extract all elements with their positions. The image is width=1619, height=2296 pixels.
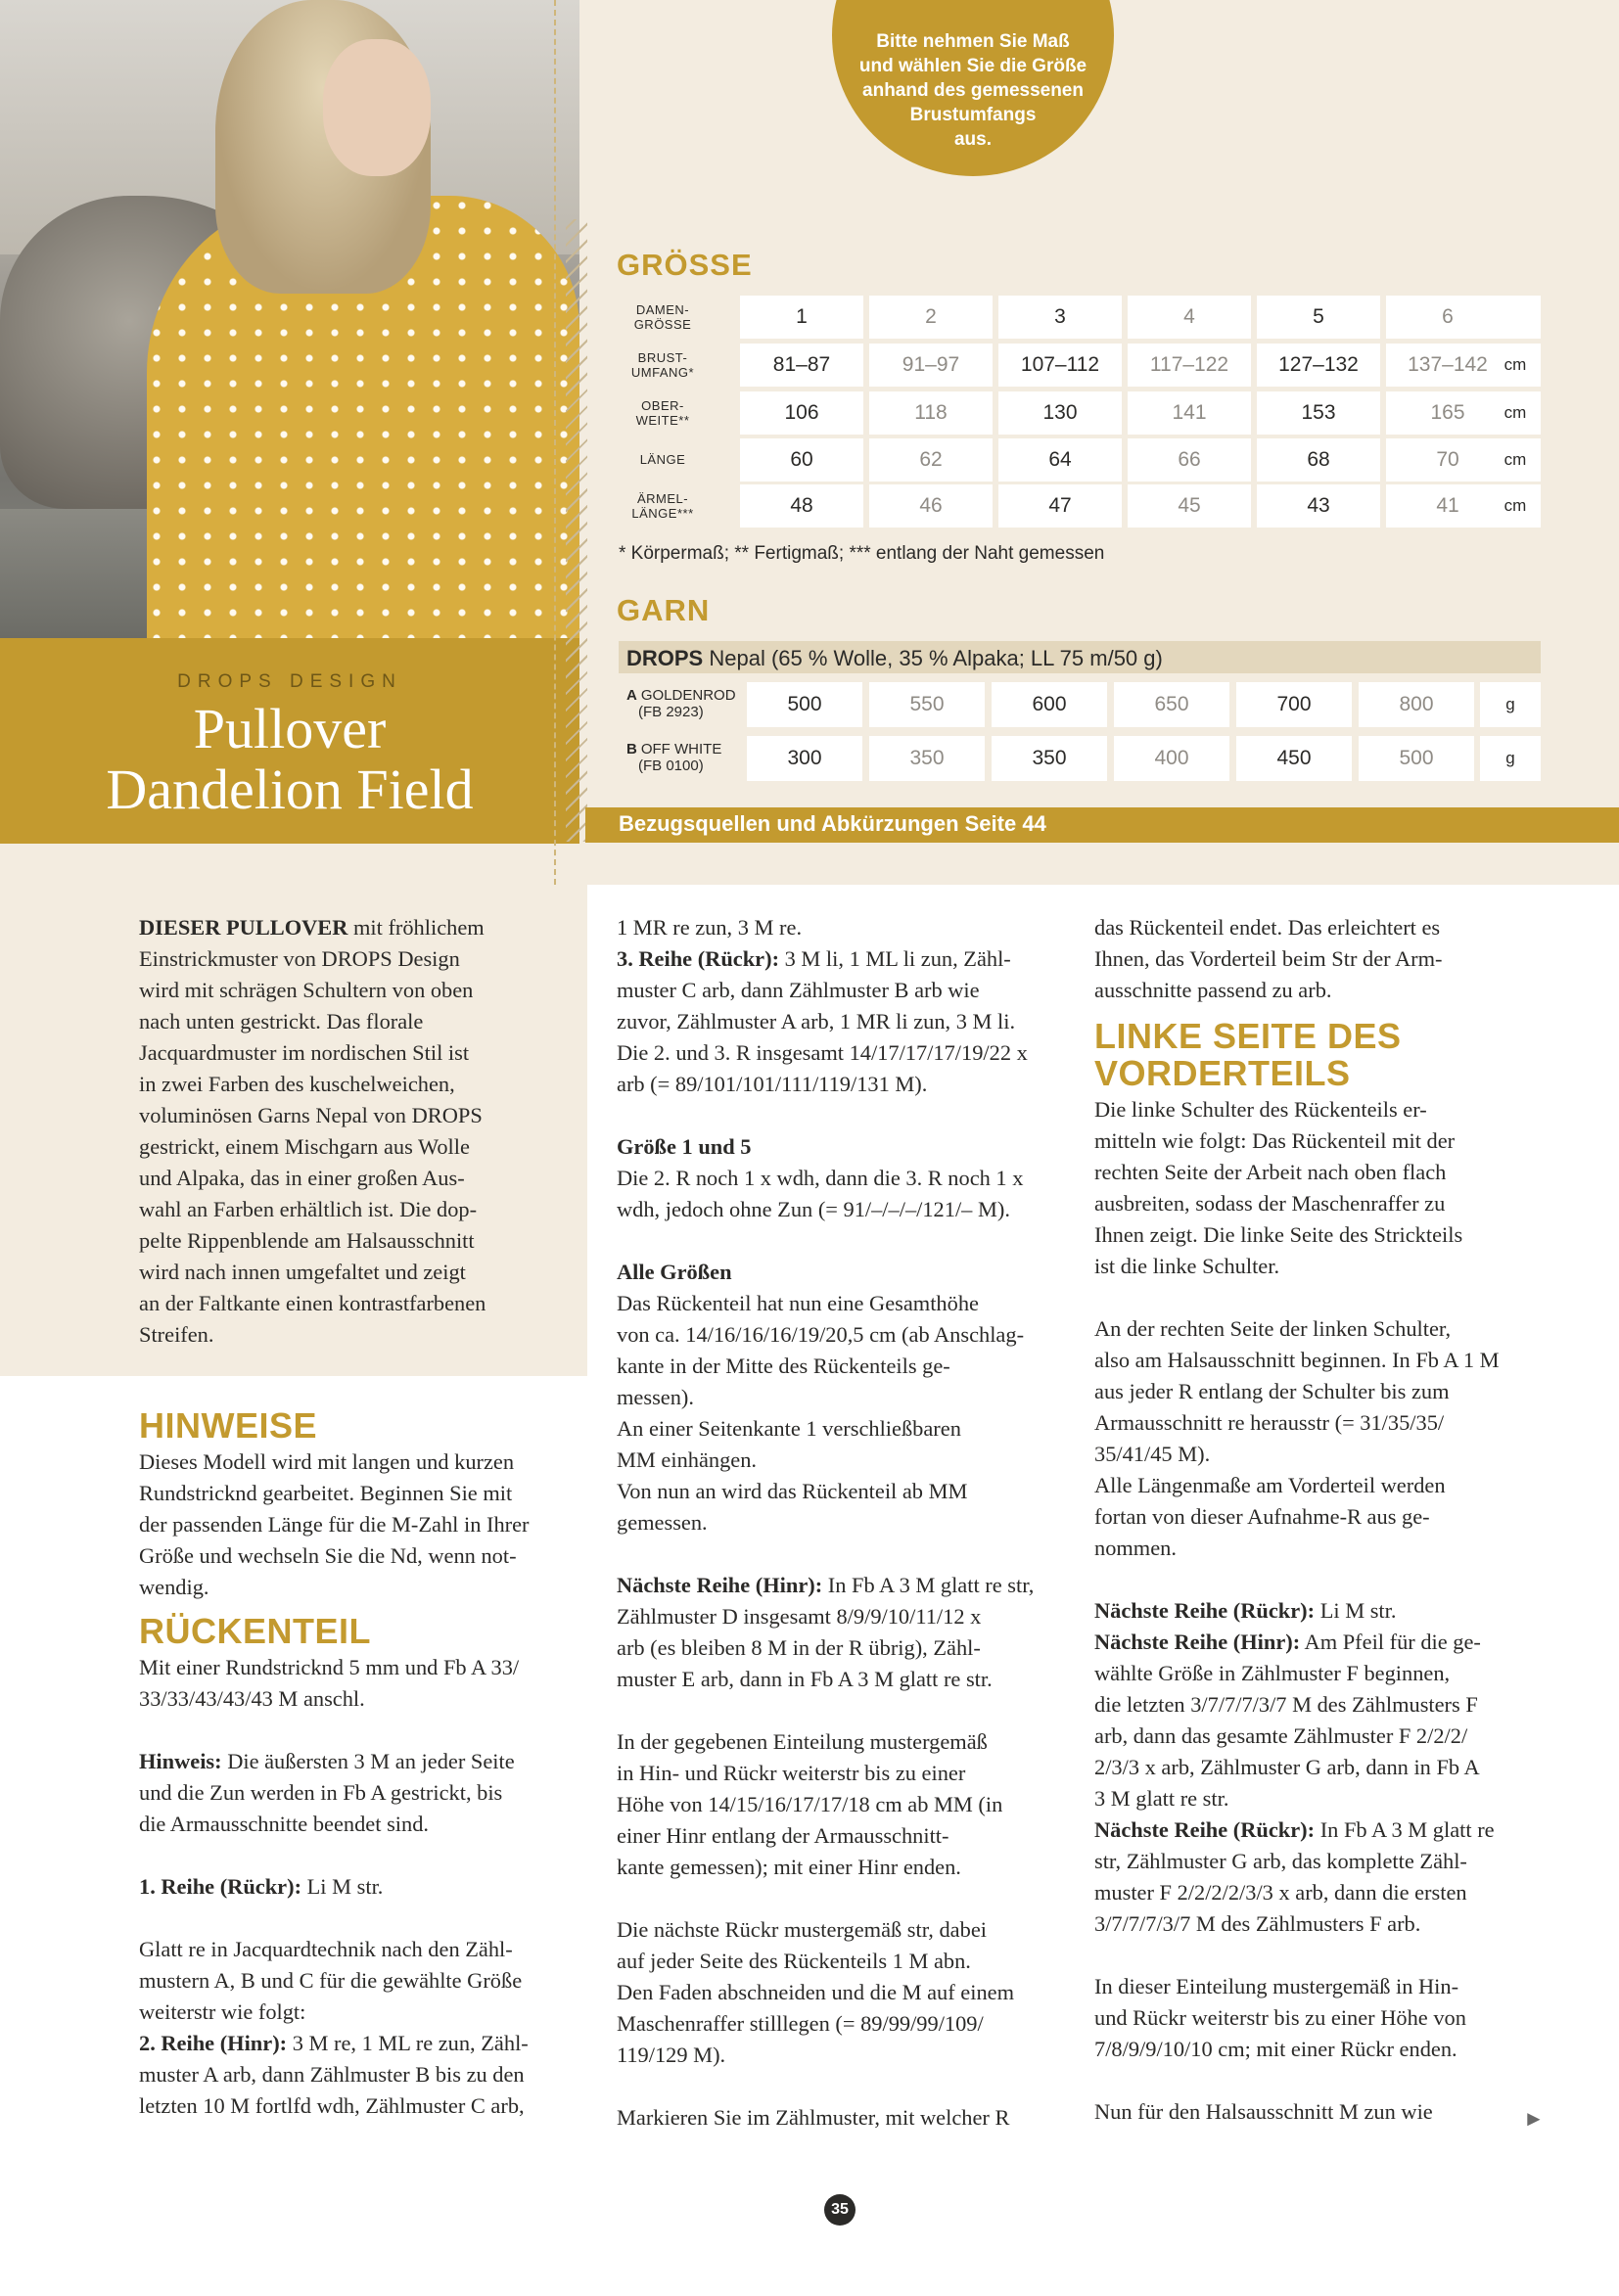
size-cell: 47 <box>998 484 1122 528</box>
size-1-5-label: Größe 1 und 5 <box>617 1134 752 1159</box>
text-line: und die Zun werden in Fb A gestrickt, bis <box>139 1780 503 1805</box>
text-line: in zwei Farben des kuschelweichen, <box>139 1072 455 1096</box>
size-cell: 64 <box>998 438 1122 482</box>
text-line: 3/7/7/7/3/7 M des Zählmusters F arb. <box>1094 1911 1421 1936</box>
yarn-cell: 500 <box>1359 736 1474 781</box>
size-row-label <box>619 350 707 380</box>
yarn-color-line <box>626 687 736 704</box>
yarn-color-line <box>626 741 721 758</box>
yarn-description <box>626 646 1163 671</box>
yarn-row-label <box>626 741 721 774</box>
text-line: 3 M glatt re str. <box>1094 1786 1229 1811</box>
text-span: Die äußersten 3 M an jeder Seite <box>221 1749 515 1773</box>
text-line: Armausschnitt re herausstr (= 31/35/35/ <box>1094 1410 1445 1435</box>
text-line: ausschnitte passend zu arb. <box>1094 978 1332 1002</box>
text-line: wdh, jedoch ohne Zun (= 91/–/–/–/121/– M). <box>617 1197 1010 1221</box>
text-line: Maschenraffer stilllegen (= 89/99/99/109/ <box>617 2011 984 2036</box>
text-line: Höhe von 14/15/16/17/17/18 cm ab MM (in <box>617 1792 1003 1816</box>
text-line: muster E arb, dann in Fb A 3 M glatt re str. <box>617 1667 993 1691</box>
text-line <box>1094 1595 1564 1627</box>
yarn-heading: GARN <box>617 593 711 627</box>
text-line: die Armausschnitte beendet sind. <box>139 1812 429 1836</box>
size-row-label <box>619 302 707 332</box>
size-unit: cm <box>1490 438 1541 482</box>
text-line: Zählmuster D insgesamt 8/9/9/10/11/12 x <box>617 1604 982 1629</box>
size-heading: GRÖSSE <box>617 248 753 282</box>
size-cell: 46 <box>869 484 993 528</box>
size-cell: 43 <box>1257 484 1380 528</box>
size-row-label-line: GRÖSSE <box>633 317 692 332</box>
yarn-cell: 500 <box>747 682 862 727</box>
yarn-color-code: B <box>626 741 637 758</box>
text-line: einer Hinr entlang der Armausschnitt- <box>617 1823 949 1848</box>
text-line: Von nun an wird das Rückenteil ab MM <box>617 1479 968 1503</box>
text-line: str, Zählmuster G arb, das komplette Zähl- <box>1094 1849 1467 1873</box>
size-footnote: * Körpermaß; ** Fertigmaß; *** entlang der Naht gemessen <box>619 543 1105 564</box>
size-cell: 1 <box>740 296 863 339</box>
text-line: Die nächste Rückr mustergemäß str, dabei <box>617 1917 987 1942</box>
text-line <box>1094 1627 1564 1658</box>
text-line: arb (es bleiben 8 M in der R übrig), Zähl- <box>617 1635 981 1660</box>
reihe-1-label: 1. Reihe (Rückr): <box>139 1874 302 1899</box>
text-line: der passenden Länge für die M-Zahl in Ihrer <box>139 1512 530 1537</box>
size-cell: 91–97 <box>869 344 993 387</box>
text-line: voluminösen Garns Nepal von DROPS <box>139 1103 483 1127</box>
text-line: wählte Größe in Zählmuster F beginnen, <box>1094 1661 1451 1685</box>
text-line: zuvor, Zählmuster A arb, 1 MR li zun, 3 M li. <box>617 1009 1016 1033</box>
badge-line: Bitte nehmen Sie Maß <box>876 31 1070 52</box>
page-number: 35 <box>824 2194 856 2226</box>
column-1 <box>139 912 579 2122</box>
size-cell: 4 <box>1128 296 1251 339</box>
text-line: die letzten 3/7/7/7/3/7 M des Zählmusters F <box>1094 1692 1478 1717</box>
drops-design-label: DROPS DESIGN <box>177 671 402 692</box>
text-line: wird mit schrägen Schultern von oben <box>139 978 474 1002</box>
naechste-reihe-label: Nächste Reihe (Rückr): <box>1094 1598 1316 1623</box>
intro-paragraph <box>139 912 579 943</box>
text-line <box>139 1746 579 1777</box>
size-row-label-line: BRUST- <box>637 350 688 365</box>
size-unit: cm <box>1490 484 1541 528</box>
text-line: Die linke Schulter des Rückenteils er- <box>1094 1097 1427 1122</box>
badge-line: und wählen Sie die Größe <box>858 56 1087 76</box>
continue-arrow-icon: ► <box>1523 2106 1545 2131</box>
size-cell: 5 <box>1257 296 1380 339</box>
size-unit <box>1490 296 1541 339</box>
text-line: Die 2. und 3. R insgesamt 14/17/17/17/19/22 x <box>617 1040 1028 1065</box>
yarn-spec: Nepal (65 % Wolle, 35 % Alpaka; LL 75 m/50 g) <box>703 646 1163 670</box>
suppliers-link[interactable]: Bezugsquellen und Abkürzungen Seite 44 <box>619 811 1046 836</box>
text-line: rechten Seite der Arbeit nach oben flach <box>1094 1160 1447 1184</box>
text-line: Einstrickmuster von DROPS Design <box>139 946 460 971</box>
text-line: ist die linke Schulter. <box>1094 1254 1280 1278</box>
rueckenteil-heading: RÜCKENTEIL <box>139 1611 371 1651</box>
size-cell: 6 <box>1386 296 1509 339</box>
size-cell: 62 <box>869 438 993 482</box>
text-span: In Fb A 3 M glatt re str, <box>822 1573 1035 1597</box>
yarn-cell: 600 <box>992 682 1107 727</box>
zigzag-stitch-border <box>566 219 587 842</box>
text-line: Markieren Sie im Zählmuster, mit welcher R <box>617 2105 1010 2130</box>
text-line: messen). <box>617 1385 694 1409</box>
cut-line <box>554 0 556 885</box>
linke-seite-heading <box>1094 1018 1564 1092</box>
yarn-color-number: (FB 2923) <box>638 704 704 720</box>
size-row-label-line: OBER- <box>641 398 684 413</box>
size-row-label-line: WEITE** <box>635 413 690 428</box>
size-cell: 106 <box>740 391 863 435</box>
text-line: Dieses Modell wird mit langen und kurzen <box>139 1449 515 1474</box>
text-line: MM einhängen. <box>617 1447 758 1472</box>
text-line: nommen. <box>1094 1536 1177 1560</box>
text-line: 1 MR re zun, 3 M re. <box>617 915 803 940</box>
naechste-reihe-label: Nächste Reihe (Rückr): <box>1094 1817 1316 1842</box>
reihe-3-label: 3. Reihe (Rückr): <box>617 946 780 971</box>
size-cell: 70 <box>1386 438 1509 482</box>
yarn-color-name: GOLDENROD <box>640 687 736 704</box>
text-span: Li M str. <box>301 1874 384 1899</box>
text-line <box>617 1570 1077 1601</box>
text-line: An der rechten Seite der linken Schulter, <box>1094 1316 1452 1341</box>
text-line: Jacquardmuster im nordischen Stil ist <box>139 1040 470 1065</box>
size-cell: 60 <box>740 438 863 482</box>
text-line: Das Rückenteil hat nun eine Gesamthöhe <box>617 1291 979 1315</box>
text-line <box>617 943 1077 975</box>
text-line: und Alpaka, das in einer großen Aus- <box>139 1166 465 1190</box>
size-cell: 66 <box>1128 438 1251 482</box>
measure-badge <box>832 0 1114 176</box>
text-line <box>139 1871 579 1903</box>
text-line: Nun für den Halsausschnitt M zun wie <box>1094 2099 1433 2124</box>
text-line: In der gegebenen Einteilung mustergemäß <box>617 1729 988 1754</box>
text-line: auf jeder Seite des Rückenteils 1 M abn. <box>617 1949 971 1973</box>
text-line: Den Faden abschneiden und die M auf einem <box>617 1980 1015 2004</box>
text-line: Streifen. <box>139 1322 214 1347</box>
badge-text <box>852 29 1094 152</box>
text-line: wahl an Farben erhältlich ist. Die dop- <box>139 1197 478 1221</box>
text-line: wendig. <box>139 1575 209 1599</box>
size-cell: 48 <box>740 484 863 528</box>
size-cell: 141 <box>1128 391 1251 435</box>
photo-face <box>323 39 431 176</box>
intro-lead: DIESER PULLOVER <box>139 915 348 940</box>
heading-line: VORDERTEILS <box>1094 1053 1351 1093</box>
size-row-label-line: LÄNGE <box>639 452 686 467</box>
size-cell: 45 <box>1128 484 1251 528</box>
text-line: letzten 10 M fortlfd wdh, Zählmuster C arb, <box>139 2093 525 2118</box>
size-row-label-line: DAMEN- <box>635 302 690 317</box>
badge-line: aus. <box>953 129 993 150</box>
text-span: In Fb A 3 M glatt re <box>1315 1817 1495 1842</box>
column-2 <box>617 912 1077 2134</box>
text-line: an der Faltkante einen kontrastfarbenen <box>139 1291 486 1315</box>
text-line <box>1094 1814 1564 1846</box>
text-span: 3 M li, 1 ML li zun, Zähl- <box>779 946 1011 971</box>
yarn-cell: 700 <box>1236 682 1352 727</box>
text-line: 119/129 M). <box>617 2043 726 2067</box>
size-row-label-line: UMFANG* <box>630 365 695 380</box>
text-line: 7/8/9/9/10/10 cm; mit einer Rückr enden. <box>1094 2037 1457 2061</box>
reihe-2-label: 2. Reihe (Hinr): <box>139 2031 288 2055</box>
size-cell: 68 <box>1257 438 1380 482</box>
text-line: 2/3/3 x arb, Zählmuster G arb, dann in Fb A <box>1094 1755 1480 1779</box>
text-line <box>139 2028 579 2059</box>
text-line: 35/41/45 M). <box>1094 1442 1211 1466</box>
yarn-cell: 650 <box>1114 682 1229 727</box>
text-line: aus jeder R entlang der Schulter bis zum <box>1094 1379 1450 1403</box>
size-cell: 81–87 <box>740 344 863 387</box>
size-cell: 127–132 <box>1257 344 1380 387</box>
size-row-label-line: ÄRMEL- <box>636 491 689 506</box>
yarn-cell: 550 <box>869 682 985 727</box>
yarn-color-number: (FB 0100) <box>638 758 704 774</box>
yarn-unit: g <box>1480 736 1541 781</box>
size-row-label <box>619 398 707 428</box>
size-unit: cm <box>1490 391 1541 435</box>
text-line: Ihnen, das Vorderteil beim Str der Arm- <box>1094 946 1443 971</box>
yarn-cell: 350 <box>869 736 985 781</box>
size-cell: 118 <box>869 391 993 435</box>
size-cell: 41 <box>1386 484 1509 528</box>
hinweis-label: Hinweis: <box>139 1749 222 1773</box>
yarn-color-code: A <box>626 687 637 704</box>
badge-line: Brustumfangs <box>909 105 1037 125</box>
text-line: Größe und wechseln Sie die Nd, wenn not- <box>139 1543 517 1568</box>
text-line: nach unten gestrickt. Das florale <box>139 1009 424 1033</box>
text-line: Rundstricknd gearbeitet. Beginnen Sie mit <box>139 1481 513 1505</box>
text-line: Glatt re in Jacquardtechnik nach den Zähl- <box>139 1937 513 1961</box>
badge-line: anhand des gemessenen <box>862 80 1084 101</box>
heading-line: LINKE SEITE DES <box>1094 1016 1402 1056</box>
text-line: An einer Seitenkante 1 verschließbaren <box>617 1416 961 1441</box>
text-line <box>617 1257 1077 1288</box>
yarn-row-label <box>626 687 736 720</box>
text-line: muster A arb, dann Zählmuster B bis zu den <box>139 2062 525 2087</box>
text-line: fortan von dieser Aufnahme-R aus ge- <box>1094 1504 1430 1529</box>
text-line: mustern A, B und C für die gewählte Größe <box>139 1968 523 1993</box>
text-line: mit fröhlichem <box>347 915 485 940</box>
text-line: gestrickt, einem Mischgarn aus Wolle <box>139 1134 470 1159</box>
title-line-2: Dandelion Field <box>106 758 474 821</box>
text-line: mitteln wie folgt: Das Rückenteil mit der <box>1094 1128 1456 1153</box>
text-line: Ihnen zeigt. Die linke Seite des Strickteils <box>1094 1222 1463 1247</box>
yarn-brand: DROPS <box>626 646 704 670</box>
size-row-label <box>619 491 707 521</box>
text-line: wird nach innen umgefaltet und zeigt <box>139 1260 466 1284</box>
text-line: arb (= 89/101/101/111/119/131 M). <box>617 1072 928 1096</box>
size-row-label <box>619 452 707 467</box>
text-line: ausbreiten, sodass der Maschenraffer zu <box>1094 1191 1446 1216</box>
text-line: kante gemessen); mit einer Hinr enden. <box>617 1855 961 1879</box>
text-line: von ca. 14/16/16/16/19/20,5 cm (ab Anschlag- <box>617 1322 1025 1347</box>
text-line: 33/33/43/43/43 M anschl. <box>139 1686 365 1711</box>
size-cell: 165 <box>1386 391 1509 435</box>
text-span: Li M str. <box>1315 1598 1397 1623</box>
text-line <box>617 1131 1077 1163</box>
size-cell: 3 <box>998 296 1122 339</box>
title-line-1: Pullover <box>193 697 387 760</box>
text-line: also am Halsausschnitt beginnen. In Fb A 1 M <box>1094 1348 1500 1372</box>
yarn-cell: 400 <box>1114 736 1229 781</box>
text-line: muster F 2/2/2/2/3/3 x arb, dann die ersten <box>1094 1880 1467 1905</box>
alle-groessen-label: Alle Größen <box>617 1260 732 1284</box>
text-line: kante in der Mitte des Rückenteils ge- <box>617 1354 950 1378</box>
yarn-cell: 350 <box>992 736 1107 781</box>
size-cell: 153 <box>1257 391 1380 435</box>
naechste-reihe-label: Nächste Reihe (Hinr): <box>617 1573 823 1597</box>
size-cell: 117–122 <box>1128 344 1251 387</box>
size-cell: 2 <box>869 296 993 339</box>
text-span: Am Pfeil für die ge- <box>1300 1630 1481 1654</box>
yarn-cell: 450 <box>1236 736 1352 781</box>
text-line: muster C arb, dann Zählmuster B arb wie <box>617 978 980 1002</box>
size-cell: 137–142 <box>1386 344 1509 387</box>
naechste-reihe-label: Nächste Reihe (Hinr): <box>1094 1630 1301 1654</box>
text-span: 3 M re, 1 ML re zun, Zähl- <box>287 2031 529 2055</box>
text-line: Alle Längenmaße am Vorderteil werden <box>1094 1473 1446 1497</box>
hinweise-heading: HINWEISE <box>139 1405 318 1446</box>
text-line: und Rückr weiterstr bis zu einer Höhe von <box>1094 2005 1466 2030</box>
yarn-cell: 300 <box>747 736 862 781</box>
size-cell: 130 <box>998 391 1122 435</box>
yarn-cell: 800 <box>1359 682 1474 727</box>
text-line: das Rückenteil endet. Das erleichtert es <box>1094 915 1441 940</box>
yarn-color-name: OFF WHITE <box>640 741 722 758</box>
column-3 <box>1094 912 1564 2128</box>
text-line: weiterstr wie folgt: <box>139 1999 306 2024</box>
text-line: gemessen. <box>617 1510 708 1535</box>
text-line: arb, dann das gesamte Zählmuster F 2/2/2/ <box>1094 1723 1468 1748</box>
pattern-title <box>0 699 579 820</box>
size-unit: cm <box>1490 344 1541 387</box>
size-row-label-line: LÄNGE*** <box>631 506 694 521</box>
model-photo <box>0 0 579 638</box>
text-line: Die 2. R noch 1 x wdh, dann die 3. R noch 1 x <box>617 1166 1024 1190</box>
size-cell: 107–112 <box>998 344 1122 387</box>
yarn-unit: g <box>1480 682 1541 727</box>
text-line: pelte Rippenblende am Halsausschnitt <box>139 1228 475 1253</box>
text-line: in Hin- und Rückr weiterstr bis zu einer <box>617 1761 966 1785</box>
text-line: In dieser Einteilung mustergemäß in Hin- <box>1094 1974 1459 1998</box>
text-line: Mit einer Rundstricknd 5 mm und Fb A 33/ <box>139 1655 520 1679</box>
